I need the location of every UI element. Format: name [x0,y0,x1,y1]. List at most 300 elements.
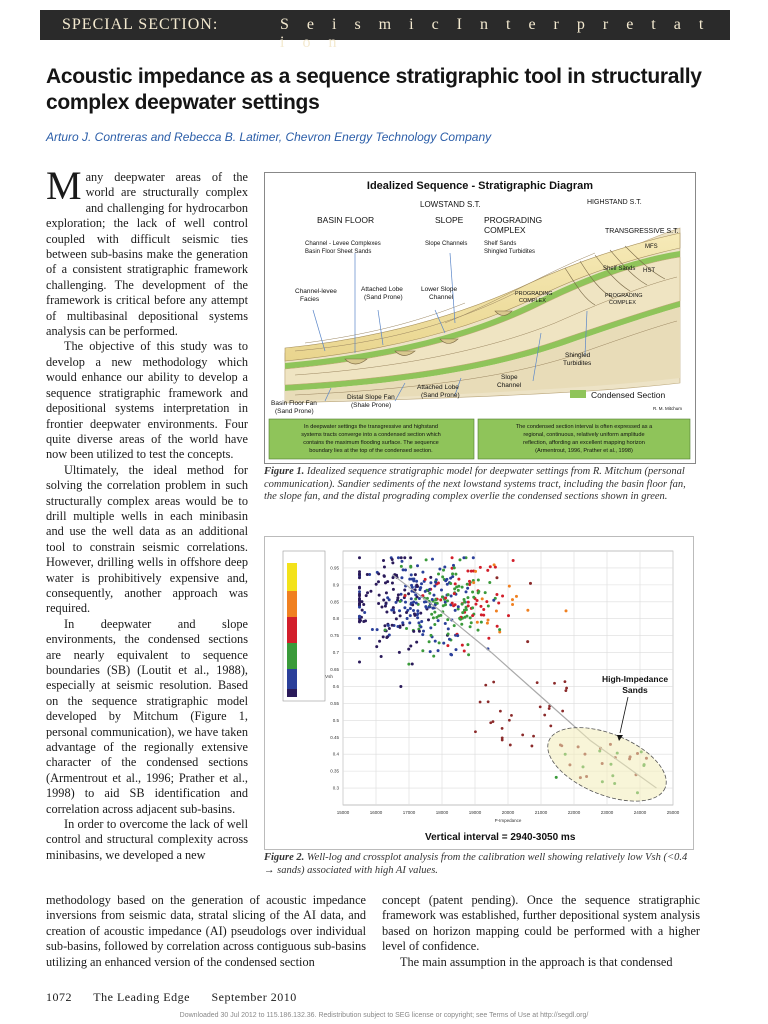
scatter-point [536,681,539,684]
body-bottom-right [382,893,700,970]
scatter-point [477,579,480,582]
svg-text:contains the maximum flooding: contains the maximum flooding surface. The sequence [303,440,439,446]
scatter-point [444,603,447,606]
scatter-point [399,614,402,617]
scatter-point [424,578,427,581]
scatter-point [487,605,490,608]
scatter-point [450,595,453,598]
x-tick-label: 21000 [534,810,548,815]
scatter-point [511,603,514,606]
scatter-point [481,597,484,600]
scatter-point [385,611,388,614]
scatter-point [451,572,454,575]
scatter-point [508,585,511,588]
svg-text:boundary lies at the top of th: boundary lies at the top of the condensed section. [309,448,433,454]
scatter-point [408,578,411,581]
scatter-point [438,568,441,571]
figure-1-diagram [264,172,696,464]
scatter-point [454,582,457,585]
scatter-point [358,556,361,559]
colorbar [283,551,325,701]
scatter-point [531,745,534,748]
scatter-point [383,624,386,627]
scatter-point [555,776,558,779]
scatter-point [482,608,485,611]
scatter-point [462,556,465,559]
scatter-point [405,627,408,630]
scatter-point [393,611,396,614]
scatter-point [487,619,490,622]
y-tick-label: 0.8 [332,616,339,622]
y-tick-label: 0.9 [332,582,339,588]
scatter-point [479,701,482,704]
scatter-point [414,593,417,596]
scatter-point [419,612,422,615]
scatter-point [565,609,568,612]
issue-date: September 2010 [211,990,297,1004]
scatter-point [409,556,412,559]
scatter-point [382,598,385,601]
scatter-point [418,588,421,591]
x-tick-label: 16000 [369,810,383,815]
scatter-point [499,710,502,713]
scatter-point [410,597,413,600]
fig1-slope-channel-2: Channel [497,382,522,389]
scatter-point [410,602,413,605]
scatter-point [383,574,386,577]
fig1-shelf-sands-2: Shelf Sands [603,266,636,272]
scatter-point [476,599,479,602]
scatter-point [543,714,546,717]
scatter-point [362,603,365,606]
x-tick-label: 17000 [402,810,416,815]
scatter-point [415,602,418,605]
fig1-pc-a-2: COMPLEX [519,298,546,304]
scatter-point [463,649,466,652]
y-tick-label: 0.65 [330,667,339,673]
fig1-highstand: HIGHSTAND S.T. [587,199,642,206]
scatter-point [425,558,428,561]
scatter-point [447,633,450,636]
scatter-point [358,620,361,623]
scatter-point [396,596,399,599]
paragraph-2: The objective of this study was to develop a new methodology which would enhance our ability to develop a sequence stratigraphic framework and depositional systems interpretation in frontier deepwater environments. Four quite diverse areas of the world have now been utilized to test the concepts. [46,339,248,462]
scatter-point [388,627,391,630]
scatter-point [471,606,474,609]
scatter-point [458,617,461,620]
scatter-point [501,594,504,597]
scatter-point [366,573,369,576]
scatter-point [467,601,470,604]
scatter-point [495,609,498,612]
scatter-point [496,625,499,628]
scatter-point [414,573,417,576]
scatter-point [461,611,464,614]
x-tick-label: 20000 [501,810,515,815]
scatter-point [385,636,388,639]
y-tick-label: 0.55 [330,700,339,706]
scatter-point [451,575,454,578]
scatter-point [515,595,518,598]
scatter-point [477,590,480,593]
svg-text:In deepwater settings the tran: In deepwater settings the transgressive and highstand [303,424,439,430]
fig1-dsf-2: (Shale Prone) [351,402,392,409]
paragraph-6: concept (patent pending). Once the sequence stratigraphic framework was established, further depositional system analysis based on horizon mapping could be performed with a higher level of confidence. [382,893,700,954]
scatter-point [378,640,381,643]
y-tick-label: 0.7 [332,650,339,656]
fig1-cl-facies-1: Channel-levee [295,288,337,295]
scatter-point [432,616,435,619]
scatter-point [375,583,378,586]
y-axis-label: Vsh [325,674,333,679]
scatter-point [548,707,551,710]
scatter-point [486,622,489,625]
scatter-point [466,570,469,573]
download-notice: Downloaded 30 Jul 2012 to 115.186.132.36. Redistribution subject to SEG license or copyright; see Terms of Use at http://segdl.org/ [179,1012,589,1019]
fig1-slope-channels: Slope Channels [425,241,468,247]
scatter-point [479,566,482,569]
scatter-point [378,594,381,597]
scatter-point [441,575,444,578]
fig1-shingled-2b: Turbidites [563,360,592,367]
fig1-title: Idealized Sequence - Stratigraphic Diagram [366,180,594,192]
scatter-point [474,603,477,606]
scatter-point [418,630,421,633]
scatter-point [358,570,361,573]
scatter-point [400,576,403,579]
fig1-complex: COMPLEX [484,225,526,235]
y-tick-label: 0.5 [332,717,339,723]
scatter-point [456,634,459,637]
scatter-point [358,586,361,589]
fig1-al-2: (Sand Prone) [421,392,460,399]
scatter-point [384,605,387,608]
scatter-point [487,637,490,640]
scatter-point [501,739,504,742]
scatter-point [564,689,567,692]
scatter-point [429,634,432,637]
banner-topic: S e i s m i c I n t e r p r e t a t i o n [280,16,711,51]
y-tick-label: 0.6 [332,683,339,689]
svg-text:systems tracts converge into a: systems tracts converge into a condensed section which [301,432,441,438]
scatter-point [407,648,410,651]
scatter-point [362,620,365,623]
scatter-point [409,614,412,617]
scatter-point [454,609,457,612]
scatter-point [484,684,487,687]
scatter-point [395,601,398,604]
scatter-point [399,600,402,603]
scatter-point [565,687,568,690]
scatter-point [409,565,412,568]
figure-2-crossplot [264,536,694,850]
fig1-basin-floor: BASIN FLOOR [317,215,375,225]
x-tick-label: 15000 [336,810,350,815]
scatter-point [377,572,380,575]
scatter-point [461,603,464,606]
scatter-point [492,720,495,723]
svg-text:(Armentrout, 1996, Prather et: (Armentrout, 1996, Prather et al., 1998) [535,448,633,454]
svg-text:reflection, affording an excel: reflection, affording an excellent mapping horizon [523,440,645,446]
scatter-point [466,596,469,599]
svg-text:regional, continuous, relative: regional, continuous, relatively uniform amplitude [523,432,645,438]
scatter-point [451,556,454,559]
scatter-point [457,589,460,592]
scatter-point [366,591,369,594]
banner-section: SPECIAL SECTION: [62,16,219,33]
paragraph-3: Ultimately, the ideal method for solving the correlation problem in such structurally complex areas would be to drill multiple wells in each minibasin and use the well data as an additional tool to constrain seismic correlations. However, drilling wells in offshore deep water is prohibitively expensive and, consequently, another approach was required. [46,462,248,616]
scatter-point [539,705,542,708]
scatter-point [408,621,411,624]
scatter-point [397,556,400,559]
y-tick-label: 0.95 [330,565,339,571]
fig1-pc-a-1: PROGRADING [515,291,553,297]
scatter-point [472,596,475,599]
scatter-point [444,622,447,625]
scatter-point [479,605,482,608]
scatter-point [467,604,470,607]
scatter-point [492,681,495,684]
scatter-point [448,638,451,641]
scatter-point [382,635,385,638]
fig2-interval: Vertical interval = 2940-3050 ms [425,832,576,843]
scatter-point [470,621,473,624]
fig1-prograding: PROGRADING [484,215,543,225]
fig1-shelf-sands: Shelf Sands [484,241,517,247]
scatter-point [380,605,383,608]
scatter-point [407,592,410,595]
scatter-point [488,581,491,584]
scatter-point [412,579,415,582]
scatter-point [409,644,412,647]
scatter-point [469,616,472,619]
scatter-point [492,599,495,602]
scatter-point [400,556,403,559]
scatter-point [453,592,456,595]
drop-cap: M [46,163,82,208]
scatter-point [532,735,535,738]
scatter-point [476,621,479,624]
fig1-mfs: MFS [645,244,658,250]
scatter-point [443,565,446,568]
x-axis-label: P-Impedance [494,818,522,823]
paragraph-5: In order to overcome the lack of well control and structural complexity across minibasins, we developed a new [46,817,248,862]
fig1-lower-slope-2: Channel [429,294,454,301]
scatter-point [429,626,432,629]
scatter-point [428,605,431,608]
scatter-point [431,558,434,561]
scatter-point [369,590,372,593]
scatter-point [486,569,489,572]
scatter-point [453,624,456,627]
scatter-point [425,606,428,609]
scatter-point [449,582,452,585]
scatter-point [471,614,474,617]
scatter-point [463,609,466,612]
scatter-point [485,600,488,603]
figure-1-caption: Figure 1. Idealized sequence stratigraphic model for deepwater settings from R. Mitchum (personal communication). Sandier sediments of the next lowstand systems tract, including the basin floor fan, the slope fan, and the distal prograding complex overlie the condensed sections shown in green. [264,466,686,502]
scatter-point [413,612,416,615]
paragraph-7: The main assumption in the approach is that condensed [400,954,673,969]
scatter-point [433,611,436,614]
scatter-point [458,558,461,561]
scatter-point [358,661,361,664]
fig1-hst: HST [643,268,655,274]
scatter-point [430,613,433,616]
scatter-point [418,597,421,600]
scatter-point [421,571,424,574]
paragraph-5-continued: methodology based on the generation of acoustic impedance inversions from seismic data, stratal slicing of the AI data, and creation of acoustic impedance (AI) pseudologs over individual sub-basins, followed by correlation across contiguous sub-basins utilizing an enhanced version of the condensed section [46,893,366,969]
scatter-point [416,609,419,612]
scatter-point [463,598,466,601]
scatter-point [453,566,456,569]
scatter-point [446,599,449,602]
scatter-point [405,611,408,614]
scatter-point [429,650,432,653]
scatter-point [429,581,432,584]
scatter-point [450,653,453,656]
fig2-annotation-2: Sands [622,685,648,695]
scatter-point [432,655,435,658]
scatter-point [482,614,485,617]
scatter-point [461,586,464,589]
scatter-point [446,583,449,586]
scatter-point [446,618,449,621]
scatter-point [398,651,401,654]
fig1-lowstand: LOWSTAND S.T. [420,200,481,209]
scatter-point [365,594,368,597]
body-bottom-left [46,893,366,970]
scatter-point [472,556,475,559]
y-tick-label: 0.35 [330,768,339,774]
fig1-bff-2: (Sand Prone) [275,408,314,415]
scatter-point [404,601,407,604]
scatter-point [465,615,468,618]
scatter-point [553,682,556,685]
scatter-point [403,606,406,609]
scatter-point [419,625,422,628]
scatter-point [494,566,497,569]
scatter-point [404,594,407,597]
scatter-point [487,700,490,703]
scatter-point [428,592,431,595]
scatter-point [375,645,378,648]
scatter-point [457,605,460,608]
scatter-point [437,649,440,652]
scatter-point [508,719,511,722]
scatter-point [480,621,483,624]
fig1-cl-facies-2: Facies [300,296,320,303]
scatter-point [376,628,379,631]
scatter-point [387,624,390,627]
article-title: Acoustic impedance as a sequence stratigraphic tool in structurally complex deepwater settings [46,65,702,114]
scatter-point [371,628,374,631]
scatter-point [388,633,391,636]
scatter-point [501,727,504,730]
scatter-point [453,587,456,590]
scatter-point [526,640,529,643]
scatter-point [444,579,447,582]
scatter-point [416,564,419,567]
scatter-point [549,724,552,727]
scatter-point [391,558,394,561]
scatter-point [469,625,472,628]
fig1-lower-slope-1: Lower Slope [421,286,458,293]
scatter-point [358,599,361,602]
scatter-point [407,663,410,666]
scatter-point [467,653,470,656]
scatter-point [424,590,427,593]
scatter-point [497,601,500,604]
scatter-point [416,616,419,619]
scatter-point [377,602,380,605]
scatter-point [415,584,418,587]
x-tick-label: 23000 [600,810,614,815]
scatter-point [439,598,442,601]
page-number: 1072 [46,990,72,1004]
scatter-point [437,572,440,575]
scatter-point [415,641,418,644]
fig1-condensed: Condensed Section [591,390,666,400]
scatter-point [447,627,450,630]
scatter-point [564,680,567,683]
x-tick-label: 19000 [468,810,482,815]
scatter-point [385,602,388,605]
scatter-point [402,568,405,571]
scatter-point [526,609,529,612]
scatter-point [437,619,440,622]
scatter-point [477,629,480,632]
scatter-point [382,559,385,562]
scatter-point [466,643,469,646]
scatter-point [509,744,512,747]
scatter-point [472,581,475,584]
scatter-point [437,614,440,617]
scatter-point [454,648,457,651]
scatter-point [434,581,437,584]
scatter-point [420,620,423,623]
fig1-attached-2: (Sand Prone) [364,294,403,301]
scatter-point [391,581,394,584]
scatter-point [358,615,361,618]
fig1-shingled: Shingled Turbidites [484,249,536,255]
scatter-point [412,609,415,612]
fig1-transgressive: TRANSGRESSIVE S.T. [605,228,679,235]
fig1-attached-1: Attached Lobe [361,286,403,293]
scatter-point [403,589,406,592]
scatter-point [411,663,414,666]
scatter-point [401,621,404,624]
fig1-channel-levee: Channel - Levee Complexes [305,241,381,247]
fig1-dsf-1: Distal Slope Fan [347,394,395,401]
scatter-point [454,603,457,606]
scatter-point [392,608,395,611]
scatter-point [358,573,361,576]
scatter-point [474,570,477,573]
figure-2-caption: Figure 2. Well-log and crossplot analysis from the calibration well showing relatively low Vsh (<0.4 → sands) associated with high AI values. [264,852,688,876]
scatter-point [428,588,431,591]
fig1-shingled-2a: Shingled [565,352,591,359]
y-tick-label: 0.4 [332,751,339,757]
scatter-point [466,583,469,586]
fig1-pc-b-1: PROGRADING [605,293,643,299]
fig1-al-1: Attached Lobe [417,384,459,391]
scatter-point [399,685,402,688]
scatter-point [434,640,437,643]
scatter-point [434,598,437,601]
scatter-point [358,576,361,579]
scatter-point [495,593,498,596]
